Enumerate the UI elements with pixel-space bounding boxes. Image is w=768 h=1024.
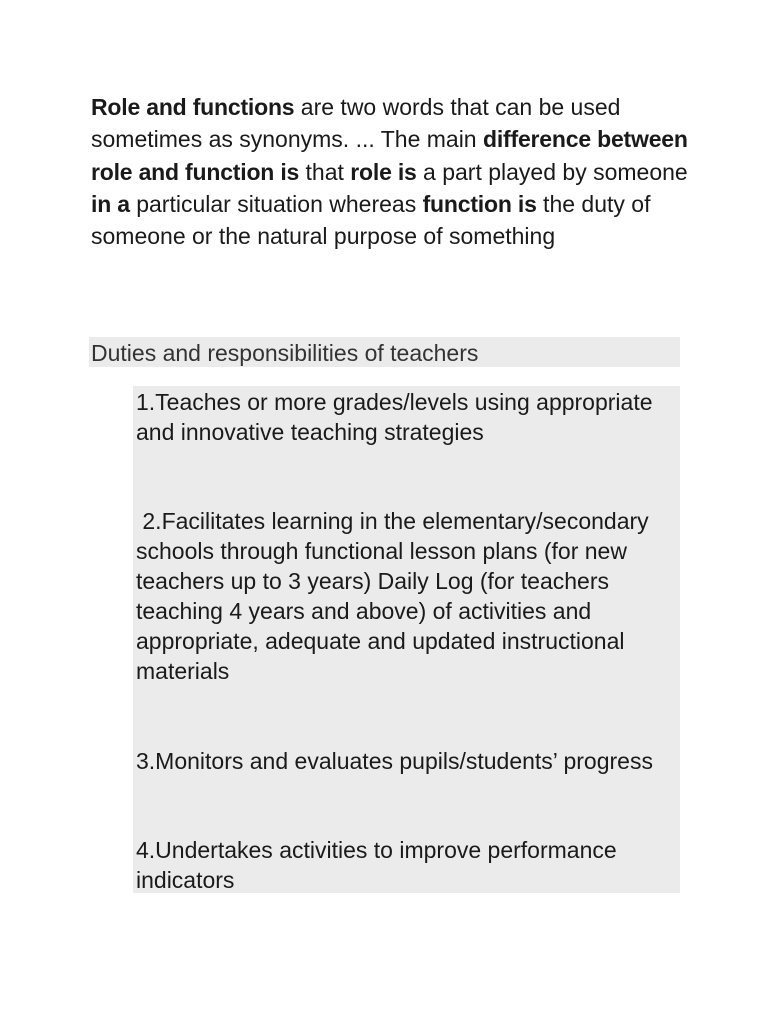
- intro-text: that: [299, 158, 351, 185]
- intro-bold-text: Role and functions: [91, 94, 295, 120]
- duty-item: 1.Teaches or more grades/levels using appropriate and innovative teaching strategies: [136, 389, 653, 445]
- duty-item: [136, 506, 680, 686]
- section-heading-text: Duties and responsibilities of teachers: [91, 340, 479, 366]
- intro-text: the duty of someone or the natural purpose of something: [91, 190, 651, 250]
- intro-bold-text: role is: [350, 158, 417, 185]
- intro-bold-text: in a: [91, 190, 130, 217]
- section-heading: [89, 337, 680, 367]
- intro-text: a part played by someone: [416, 158, 688, 185]
- intro-bold-text: function is: [422, 190, 537, 217]
- intro-paragraph: [91, 91, 691, 252]
- duty-item-text: 2.Facilitates learning in the elementary/secondary schools through functional lesson plans (for new teachers up to 3 years) Daily Log (for teachers teaching 4 years and above) of activities and appropriate, adequate and updated instructional materials: [136, 508, 649, 684]
- intro-text: are two words that can be used sometimes as synonyms. ... The main: [91, 94, 621, 153]
- intro-text: particular situation whereas: [129, 190, 423, 217]
- duties-list: [133, 386, 680, 893]
- intro-bold-text: difference between role and function is: [91, 126, 688, 185]
- duty-item: 3.Monitors and evaluates pupils/students’ progress: [136, 748, 653, 774]
- duty-item: 4.Undertakes activities to improve performance indicators: [136, 837, 617, 893]
